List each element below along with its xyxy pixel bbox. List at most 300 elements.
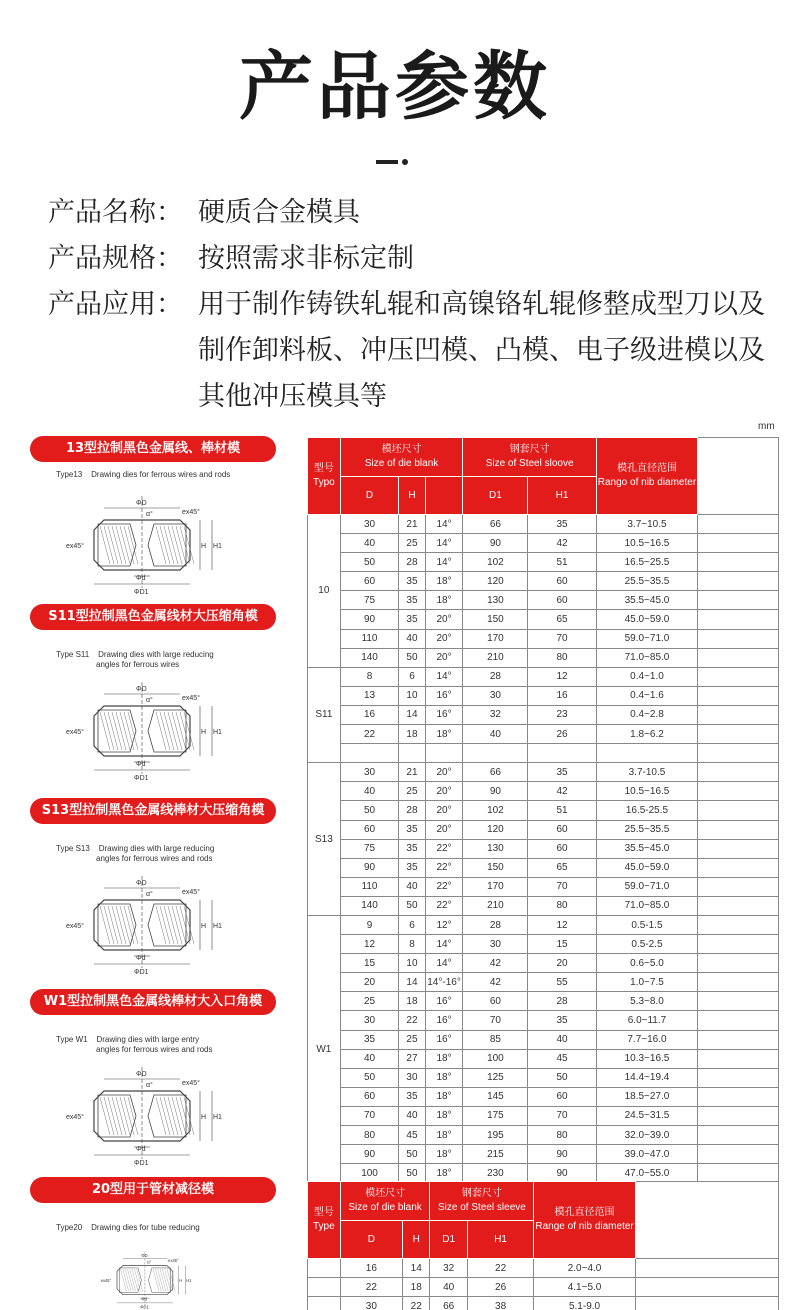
table-cell xyxy=(399,744,425,763)
table-cell: 60 xyxy=(528,572,596,591)
table-row xyxy=(308,667,779,686)
svg-text:α°: α° xyxy=(146,511,153,518)
table-cell: 40 xyxy=(399,1106,425,1125)
table-row xyxy=(308,1068,779,1087)
type-cell: S13 xyxy=(308,763,341,916)
table-row xyxy=(308,534,779,553)
svg-text:Φd: Φd xyxy=(136,955,146,962)
blank-cell xyxy=(698,686,779,705)
table-cell: 28 xyxy=(399,553,425,572)
table-cell: 35 xyxy=(399,572,425,591)
die-type-caption: Type S13 Drawing dies with large reducing angles for ferrous wires and rods xyxy=(56,844,215,863)
col-H1: H1 xyxy=(528,477,596,515)
table-row xyxy=(308,1126,779,1145)
svg-text:ex45°: ex45° xyxy=(182,889,200,896)
table-cell: 5.3~8.0 xyxy=(596,992,697,1011)
svg-text:H: H xyxy=(201,923,207,930)
blank-cell xyxy=(698,1106,779,1125)
table-cell: 66 xyxy=(463,515,528,534)
table-cell: 18° xyxy=(425,572,463,591)
table-cell: 1.0~7.5 xyxy=(596,973,697,992)
info-label: 产品名称： xyxy=(48,197,183,228)
table-cell: 10 xyxy=(399,954,425,973)
table-cell: 102 xyxy=(463,553,528,572)
table-cell: 25.5~35.5 xyxy=(596,572,697,591)
die-type-pill: 20型用于管材减径模 xyxy=(30,1177,276,1203)
table-cell: 210 xyxy=(463,648,528,667)
svg-text:ΦD: ΦD xyxy=(136,880,147,887)
table-cell: 20 xyxy=(340,973,399,992)
die-type-pill: 13型拉制黑色金属线、棒材模 xyxy=(30,436,276,462)
table-cell: 51 xyxy=(528,801,596,820)
table-cell: 90 xyxy=(528,1164,596,1183)
table-cell: 90 xyxy=(340,610,399,629)
table-cell: 38 xyxy=(467,1297,534,1310)
table-cell: 14° xyxy=(425,954,463,973)
table-row xyxy=(308,858,779,877)
table-cell: 14.4~19.4 xyxy=(596,1068,697,1087)
col-nib-header: 模孔直径范围 Rango of nib diameter xyxy=(596,438,697,515)
table-cell: 16° xyxy=(425,705,463,724)
table-cell: 42 xyxy=(528,534,596,553)
table-cell: 60 xyxy=(463,992,528,1011)
die-type-caption: Type W1 Drawing dies with large entry angles for ferrous wires and rods xyxy=(56,1035,213,1054)
table-cell: 90 xyxy=(340,1145,399,1164)
svg-text:ΦD1: ΦD1 xyxy=(140,1304,149,1310)
blank-cell xyxy=(698,1011,779,1030)
col-blank-header: 模坯尺寸 Size of die blank xyxy=(340,1182,430,1221)
table-cell: 150 xyxy=(463,858,528,877)
table-cell: 12 xyxy=(528,667,596,686)
svg-text:ex45°: ex45° xyxy=(168,1258,179,1264)
table-cell: 5.1-9.0 xyxy=(534,1297,635,1310)
blank-cell xyxy=(698,992,779,1011)
table-cell: 80 xyxy=(340,1126,399,1145)
table-row xyxy=(308,686,779,705)
table-cell: 40 xyxy=(463,725,528,744)
table-cell: 90 xyxy=(340,858,399,877)
table-cell: 18 xyxy=(399,992,425,1011)
table-cell: 10.5~16.5 xyxy=(596,782,697,801)
table-cell: 27 xyxy=(399,1049,425,1068)
table-cell: 3.7~10.5 xyxy=(596,515,697,534)
table-cell: 50 xyxy=(528,1068,596,1087)
table-cell: 22 xyxy=(340,725,399,744)
table-cell: 80 xyxy=(528,1126,596,1145)
info-row-name xyxy=(48,190,768,236)
table-cell: 35 xyxy=(528,1011,596,1030)
info-value: 按照需求非标定制 xyxy=(198,243,414,274)
svg-text:H: H xyxy=(179,1277,183,1283)
table-row xyxy=(308,725,779,744)
table-cell: 12° xyxy=(425,915,463,934)
table-cell: 32 xyxy=(463,705,528,724)
table-cell: 40 xyxy=(340,782,399,801)
table-cell: 45.0~59.0 xyxy=(596,610,697,629)
table-cell: 16.5-25.5 xyxy=(596,801,697,820)
table-cell: 21 xyxy=(399,515,425,534)
table-cell: 39.0~47.0 xyxy=(596,1145,697,1164)
table-cell: 14° xyxy=(425,667,463,686)
unit-label: mm xyxy=(758,421,775,432)
blank-cell xyxy=(698,1145,779,1164)
svg-text:ex45°: ex45° xyxy=(182,509,200,516)
blank-column xyxy=(698,438,779,515)
table-cell: 195 xyxy=(463,1126,528,1145)
table-row xyxy=(308,973,779,992)
table-cell: 125 xyxy=(463,1068,528,1087)
svg-text:ex45°: ex45° xyxy=(66,1114,84,1121)
col-angle xyxy=(425,477,463,515)
table-cell: 26 xyxy=(467,1278,534,1297)
table-cell: 50 xyxy=(399,1145,425,1164)
table-row xyxy=(308,705,779,724)
table-cell: 80 xyxy=(528,648,596,667)
table-cell: 35 xyxy=(399,610,425,629)
table-cell: 60 xyxy=(340,820,399,839)
table-cell: 18 xyxy=(399,725,425,744)
table-cell: 18 xyxy=(402,1278,430,1297)
blank-cell xyxy=(698,954,779,973)
table-cell: 28 xyxy=(463,667,528,686)
col-D1: D1 xyxy=(463,477,528,515)
type-cell: W1 xyxy=(308,915,341,1182)
col-H1: H1 xyxy=(467,1221,534,1259)
table-row xyxy=(308,1049,779,1068)
table-cell: 60 xyxy=(340,1087,399,1106)
table-cell: 18° xyxy=(425,1126,463,1145)
table-cell: 30 xyxy=(340,515,399,534)
table-cell: 0.6~5.0 xyxy=(596,954,697,973)
info-row-application xyxy=(48,282,768,420)
table-row xyxy=(308,1030,779,1049)
table-cell: 22° xyxy=(425,839,463,858)
table-cell: 22° xyxy=(425,858,463,877)
col-blank-header: 模坯尺寸 Size of die blank xyxy=(340,438,463,477)
title-divider-dot xyxy=(402,159,408,165)
table-cell: 130 xyxy=(463,591,528,610)
table-cell: 60 xyxy=(528,1087,596,1106)
table-cell: 18° xyxy=(425,1087,463,1106)
blank-cell xyxy=(698,915,779,934)
table-row xyxy=(308,915,779,934)
svg-text:H1: H1 xyxy=(213,923,222,930)
table-cell: 35.5~45.0 xyxy=(596,591,697,610)
blank-cell xyxy=(698,896,779,915)
table-cell: 12 xyxy=(340,935,399,954)
table-cell: 215 xyxy=(463,1145,528,1164)
blank-cell xyxy=(698,744,779,763)
svg-text:ΦD: ΦD xyxy=(136,1071,147,1078)
table-cell: 0.4~2.8 xyxy=(596,705,697,724)
table-cell: 35 xyxy=(399,839,425,858)
svg-text:ΦD: ΦD xyxy=(136,686,147,693)
table-row xyxy=(308,896,779,915)
blank-cell xyxy=(698,839,779,858)
table-cell: 13 xyxy=(340,686,399,705)
table-cell: 30 xyxy=(340,1297,402,1310)
table-cell: 32.0~39.0 xyxy=(596,1126,697,1145)
blank-cell xyxy=(698,935,779,954)
table-cell xyxy=(596,744,697,763)
svg-text:ex45°: ex45° xyxy=(182,695,200,702)
table-cell: 23 xyxy=(528,705,596,724)
spec-table-main xyxy=(307,437,779,1183)
table-row xyxy=(308,1297,779,1310)
table-cell: 42 xyxy=(463,954,528,973)
table-cell: 14 xyxy=(399,973,425,992)
col-sleeve-header: 钢套尺寸 Size of Steel sloove xyxy=(463,438,596,477)
table-cell: 16° xyxy=(425,686,463,705)
table-cell: 70 xyxy=(528,1106,596,1125)
die-cross-section-drawing xyxy=(64,1059,234,1169)
table-cell: 71.0~85.0 xyxy=(596,896,697,915)
table-row xyxy=(308,839,779,858)
table-cell: 25 xyxy=(399,782,425,801)
table-cell: 120 xyxy=(463,572,528,591)
table-cell: 28 xyxy=(399,801,425,820)
blank-cell xyxy=(698,1164,779,1183)
table-cell: 6 xyxy=(399,915,425,934)
blank-cell xyxy=(698,553,779,572)
info-label: 产品应用： xyxy=(48,289,183,320)
table-cell: 14° xyxy=(425,515,463,534)
table-cell: 35 xyxy=(528,763,596,782)
table-cell: 70 xyxy=(528,877,596,896)
svg-text:ΦD: ΦD xyxy=(141,1252,148,1258)
table-row xyxy=(308,935,779,954)
table-cell: 80 xyxy=(528,896,596,915)
table-cell: 70 xyxy=(340,1106,399,1125)
table-cell: 16.5~25.5 xyxy=(596,553,697,572)
table-cell: 20° xyxy=(425,648,463,667)
svg-text:H1: H1 xyxy=(213,1114,222,1121)
table-cell: 18° xyxy=(425,1164,463,1183)
blank-cell xyxy=(698,534,779,553)
svg-text:Φd: Φd xyxy=(136,575,146,582)
table-cell: 71.0~85.0 xyxy=(596,648,697,667)
table-cell: 120 xyxy=(463,820,528,839)
table-cell: 12 xyxy=(528,915,596,934)
svg-text:α°: α° xyxy=(146,1082,153,1089)
table-row xyxy=(308,591,779,610)
table-cell: 50 xyxy=(340,1068,399,1087)
table-cell: 16° xyxy=(425,1030,463,1049)
table-cell: 6.0~11.7 xyxy=(596,1011,697,1030)
table-cell: 22 xyxy=(399,1011,425,1030)
table-cell xyxy=(528,744,596,763)
table-cell: 9 xyxy=(340,915,399,934)
table-row xyxy=(308,1087,779,1106)
table-cell: 8 xyxy=(340,667,399,686)
table-cell: 14 xyxy=(399,705,425,724)
table-cell: 66 xyxy=(463,763,528,782)
table-cell: 22 xyxy=(402,1297,430,1310)
table-row xyxy=(308,1011,779,1030)
table-cell: 15 xyxy=(340,954,399,973)
svg-text:ΦD1: ΦD1 xyxy=(134,775,149,782)
table-cell: 16° xyxy=(425,1011,463,1030)
table-cell: 21 xyxy=(399,763,425,782)
blank-cell xyxy=(698,725,779,744)
table-cell: 90 xyxy=(528,1145,596,1164)
blank-cell xyxy=(698,973,779,992)
table-cell: 140 xyxy=(340,896,399,915)
table-cell: 35 xyxy=(399,858,425,877)
svg-text:ex45°: ex45° xyxy=(66,543,84,550)
blank-cell xyxy=(698,515,779,534)
svg-text:H: H xyxy=(201,729,207,736)
svg-text:H1: H1 xyxy=(186,1277,192,1283)
table-cell: 25.5~35.5 xyxy=(596,820,697,839)
table-cell: 25 xyxy=(399,534,425,553)
svg-text:ΦD1: ΦD1 xyxy=(134,589,149,596)
table-cell: 35.5~45.0 xyxy=(596,839,697,858)
table-cell: 10.5~16.5 xyxy=(596,534,697,553)
blank-cell xyxy=(698,1030,779,1049)
table-cell: 2.0~4.0 xyxy=(534,1259,635,1278)
table-cell xyxy=(340,744,399,763)
table-row xyxy=(308,763,779,782)
table-cell: 175 xyxy=(463,1106,528,1125)
table-cell: 65 xyxy=(528,610,596,629)
blank-cell xyxy=(698,705,779,724)
table-cell: 22° xyxy=(425,896,463,915)
table-cell: 6 xyxy=(399,667,425,686)
table-cell: 30 xyxy=(340,1011,399,1030)
die-cross-section-drawing xyxy=(64,868,234,978)
table-row xyxy=(308,954,779,973)
table-row xyxy=(308,610,779,629)
table-cell: 32 xyxy=(430,1259,467,1278)
svg-text:Φd: Φd xyxy=(136,761,146,768)
table-cell: 16° xyxy=(425,992,463,1011)
table-cell: 50 xyxy=(340,801,399,820)
svg-text:ΦD: ΦD xyxy=(136,500,147,507)
blank-cell xyxy=(698,1087,779,1106)
svg-text:ex45°: ex45° xyxy=(66,729,84,736)
svg-text:H: H xyxy=(201,543,207,550)
svg-text:ΦD1: ΦD1 xyxy=(134,969,149,976)
table-cell: 0.4~1.6 xyxy=(596,686,697,705)
table-cell: 102 xyxy=(463,801,528,820)
table-cell: 14 xyxy=(402,1259,430,1278)
table-cell: 8 xyxy=(399,935,425,954)
table-cell: 60 xyxy=(528,839,596,858)
table-cell: 18° xyxy=(425,1145,463,1164)
table-cell: 22° xyxy=(425,877,463,896)
table-cell: 100 xyxy=(340,1164,399,1183)
svg-text:ex45°: ex45° xyxy=(66,923,84,930)
table-cell xyxy=(425,744,463,763)
die-cross-section-drawing xyxy=(64,674,234,784)
table-cell: 40 xyxy=(399,877,425,896)
table-cell: 20° xyxy=(425,610,463,629)
die-cross-section-drawing xyxy=(64,488,234,598)
table-cell: 4.1~5.0 xyxy=(534,1278,635,1297)
info-label: 产品规格： xyxy=(48,243,183,274)
table-cell: 100 xyxy=(463,1049,528,1068)
table-cell: 10.3~16.5 xyxy=(596,1049,697,1068)
blank-cell xyxy=(698,1049,779,1068)
blank-cell xyxy=(635,1278,778,1297)
table-cell: 14° xyxy=(425,553,463,572)
col-D1: D1 xyxy=(430,1221,467,1259)
table-cell: 110 xyxy=(340,877,399,896)
table-row xyxy=(308,648,779,667)
product-info xyxy=(48,190,768,420)
table-cell: 65 xyxy=(528,858,596,877)
blank-cell xyxy=(698,572,779,591)
table-cell: 18° xyxy=(425,1049,463,1068)
col-D: D xyxy=(340,1221,402,1259)
table-cell: 60 xyxy=(528,591,596,610)
table-row xyxy=(308,629,779,648)
col-H: H xyxy=(402,1221,430,1259)
col-nib-header: 模孔直径范围 Range of nib diameter xyxy=(534,1182,635,1259)
table-cell: 14°-16° xyxy=(425,973,463,992)
table-cell: 16 xyxy=(340,705,399,724)
col-sleeve-header: 钢套尺寸 Size of Steel sleeve xyxy=(430,1182,534,1221)
die-type-pill: S11型拉制黑色金属线材大压缩角模 xyxy=(30,604,276,630)
table-cell: 14° xyxy=(425,534,463,553)
table-row xyxy=(308,1145,779,1164)
type-cell xyxy=(308,1259,341,1278)
table-cell: 3.7-10.5 xyxy=(596,763,697,782)
table-cell: 42 xyxy=(528,782,596,801)
blank-cell xyxy=(698,1126,779,1145)
table-cell: 59.0~71.0 xyxy=(596,629,697,648)
die-type-pill: S13型拉制黑色金属线棒材大压缩角模 xyxy=(30,798,276,824)
type-cell: S11 xyxy=(308,667,341,762)
blank-cell xyxy=(635,1297,778,1310)
table-cell: 59.0~71.0 xyxy=(596,877,697,896)
info-value: 硬质合金模具 xyxy=(198,197,360,228)
die-type-caption: Type13 Drawing dies for ferrous wires and rods xyxy=(56,470,231,479)
spec-table-type20 xyxy=(307,1181,779,1310)
table-cell: 140 xyxy=(340,648,399,667)
table-cell: 70 xyxy=(463,1011,528,1030)
table-cell: 42 xyxy=(463,973,528,992)
table-cell: 40 xyxy=(430,1278,467,1297)
table-cell: 70 xyxy=(528,629,596,648)
table-cell: 16 xyxy=(340,1259,402,1278)
svg-text:H1: H1 xyxy=(213,729,222,736)
table-cell: 0.5-1.5 xyxy=(596,915,697,934)
svg-text:α°: α° xyxy=(146,891,153,898)
table-cell: 30 xyxy=(463,935,528,954)
table-row xyxy=(308,1278,779,1297)
table-row xyxy=(308,1164,779,1183)
table-cell: 10 xyxy=(399,686,425,705)
table-cell: 60 xyxy=(528,820,596,839)
blank-cell xyxy=(698,610,779,629)
table-row xyxy=(308,992,779,1011)
table-cell: 25 xyxy=(399,1030,425,1049)
blank-cell xyxy=(698,591,779,610)
table-cell: 22 xyxy=(467,1259,534,1278)
table-cell: 16 xyxy=(528,686,596,705)
blank-cell xyxy=(698,648,779,667)
table-cell: 28 xyxy=(528,992,596,1011)
die-cross-section-drawing xyxy=(64,1247,234,1310)
table-cell: 40 xyxy=(340,534,399,553)
table-cell: 20° xyxy=(425,782,463,801)
table-cell: 130 xyxy=(463,839,528,858)
blank-cell xyxy=(698,782,779,801)
svg-text:α°: α° xyxy=(146,697,153,704)
table-cell: 90 xyxy=(463,782,528,801)
